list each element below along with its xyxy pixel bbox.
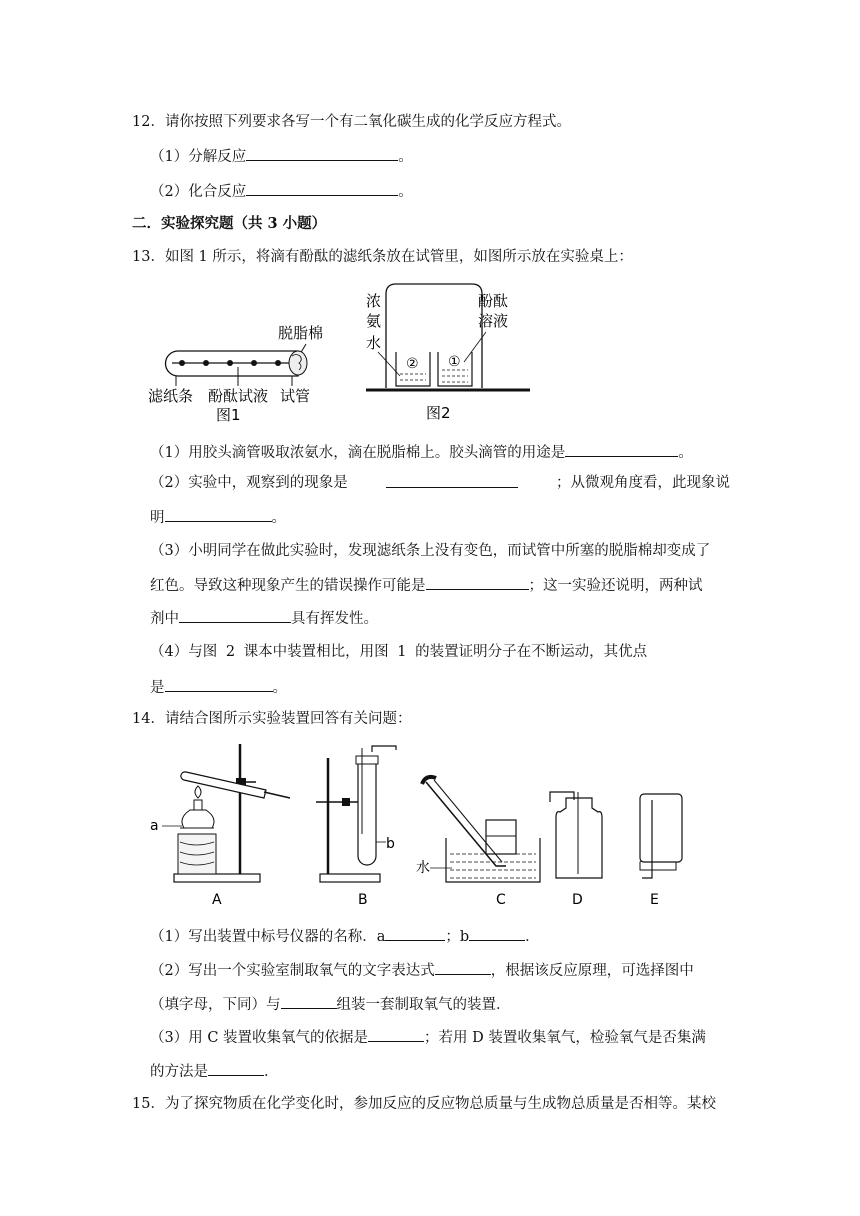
label-a: a <box>150 818 159 834</box>
q14-sub3-cont: 的方法是 ． <box>150 1061 279 1082</box>
q12-part2: （2）化合反应 。 <box>150 181 413 202</box>
q14-sub2-cont: （填字母，下同）与 组装一套制取氧气的装置． <box>150 994 511 1015</box>
q12-part2-label: （2）化合反应 <box>150 184 247 200</box>
alcohol-lamp <box>182 810 214 828</box>
answer-blank[interactable] <box>368 1027 424 1042</box>
test-tube-b <box>358 760 376 865</box>
q13-sub4-cont: 是 。 <box>150 677 287 698</box>
figure-apparatus <box>140 738 700 910</box>
apparatus-b <box>316 746 396 908</box>
q13-stem: 13．如图 1 所示，将滴有酚酞的滤纸条放在试管里，如图所示放在实验桌上： <box>132 249 633 265</box>
fig1-caption: 图1 <box>216 406 241 424</box>
svg-text:氨: 氨 <box>366 312 382 330</box>
answer-blank[interactable] <box>385 926 445 941</box>
svg-text:C: C <box>496 892 506 908</box>
answer-blank[interactable] <box>246 181 398 196</box>
fig2-left-label: 浓 <box>366 292 382 310</box>
answer-blank[interactable] <box>435 960 491 975</box>
answer-blank[interactable] <box>179 608 291 623</box>
answer-blank[interactable] <box>208 1061 264 1076</box>
bell-jar <box>386 284 482 388</box>
q14-sub3: （3）用 C 装置收集氧气的依据是 ；若用 D 装置收集氧气，检验氧气是否集满 <box>150 1027 706 1048</box>
q13-sub2: （2）实验中，观察到的现象是 ；从微观角度看，此现象说 <box>150 475 730 491</box>
answer-blank[interactable] <box>386 473 518 488</box>
q14-sub1: （1）写出装置中标号仪器的名称．a ；b ． <box>150 926 540 947</box>
fig2-right-label: 酚酞 <box>478 292 509 310</box>
answer-blank[interactable] <box>426 575 529 590</box>
answer-blank[interactable] <box>246 146 398 161</box>
fig1-reagent-label: 酚酞试液 <box>208 387 269 405</box>
q15-stem: 15．为了探究物质在化学变化时，参加反应的反应物总质量与生成物总质量是否相等。某校 <box>132 1096 716 1112</box>
gas-bottle <box>556 798 602 878</box>
svg-text:E: E <box>650 892 659 908</box>
fig2-caption: 图2 <box>426 404 451 422</box>
svg-text:D: D <box>572 892 583 908</box>
figure-2 <box>360 278 532 424</box>
answer-blank[interactable] <box>281 994 337 1009</box>
section-title: 二．实验探究题（共 3 小题） <box>132 215 327 232</box>
q13-sub4: （4）与图 2 课本中装置相比，用图 1 的装置证明分子在不断运动，其优点 <box>150 644 648 660</box>
figure-1 <box>140 318 340 424</box>
svg-text:B: B <box>358 892 368 908</box>
test-tube <box>181 772 266 798</box>
answer-blank[interactable] <box>165 677 273 692</box>
fig1-tube-label: 试管 <box>280 387 311 405</box>
label-water: 水 <box>416 860 430 876</box>
apparatus-e <box>640 794 682 908</box>
q12-part1-label: （1）分解反应 <box>150 149 247 165</box>
answer-blank[interactable] <box>165 507 272 522</box>
fig1-cotton-label: 脱脂棉 <box>278 324 324 342</box>
q14-stem: 14．请结合图所示实验装置回答有关问题： <box>132 711 412 727</box>
apparatus-c <box>416 777 540 908</box>
q13-sub1: （1）用胶头滴管吸取浓氨水，滴在脱脂棉上。胶头滴管的用途是 。 <box>150 442 693 463</box>
q12-part1: （1）分解反应 。 <box>150 146 413 167</box>
answer-blank[interactable] <box>565 442 678 457</box>
q13-sub3: （3）小明同学在做此实验时，发现滤纸条上没有变色，而试管中所塞的脱脂棉却变成了 <box>150 543 711 559</box>
q13-sub3-line3: 剂中 具有挥发性。 <box>150 608 378 629</box>
svg-text:溶液: 溶液 <box>478 312 509 330</box>
svg-text:水: 水 <box>366 334 382 352</box>
svg-text:②: ② <box>406 356 419 372</box>
svg-text:A: A <box>212 892 222 908</box>
apparatus-d <box>550 792 602 908</box>
q13-sub3-line2: 红色。导致这种现象产生的错误操作可能是 ；这一实验还说明，两种试 <box>150 575 703 596</box>
q14-sub2: （2）写出一个实验室制取氧气的文字表达式 ，根据该反应原理，可选择图中 <box>150 960 694 981</box>
fig1-strip-label: 滤纸条 <box>148 387 194 405</box>
apparatus-a <box>150 744 290 908</box>
inverted-bottle <box>640 794 682 862</box>
q12-stem: 12．请你按照下列要求各写一个有二氧化碳生成的化学反应方程式。 <box>132 114 571 130</box>
q13-sub2-cont: 明 。 <box>150 507 286 528</box>
answer-blank[interactable] <box>469 926 525 941</box>
label-b: b <box>386 836 395 852</box>
svg-text:①: ① <box>448 354 461 370</box>
